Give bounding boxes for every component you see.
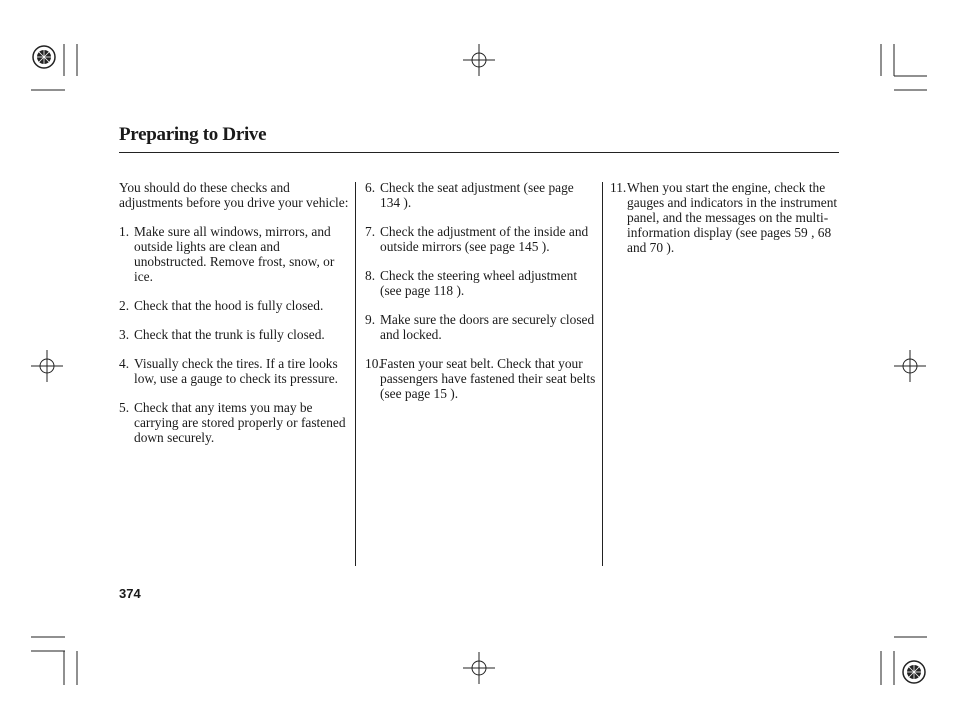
registration-target-icon (903, 661, 925, 683)
item-number: 7. (365, 224, 376, 239)
page-number: 374 (119, 586, 141, 601)
item-text: Fasten your seat belt. Check that your passengers have fastened their seat belts (see page 15 ). (380, 356, 596, 401)
checklist-item (119, 356, 351, 386)
intro-paragraph: You should do these checks and adjustments before you drive your vehicle: (119, 180, 349, 210)
checklist-item (119, 327, 351, 342)
column-divider (355, 182, 356, 566)
registration-target-icon (33, 46, 55, 68)
item-number: 1. (119, 224, 130, 239)
item-text: Check the seat adjustment (see page 134 ). (380, 180, 574, 210)
item-text: When you start the engine, check the gauges and indicators in the instrument panel, and the messages on the multi-information display (see pages 59 , 68 and 70 ). (627, 180, 838, 255)
title-rule (119, 152, 839, 153)
checklist-item (365, 356, 597, 401)
item-text: Visually check the tires. If a tire looks low, use a gauge to check its pressure. (134, 356, 339, 386)
item-text: Check that the hood is fully closed. (134, 298, 324, 313)
checklist-item (119, 224, 351, 284)
item-number: 2. (119, 298, 130, 313)
item-number: 8. (365, 268, 376, 283)
checklist-item (365, 180, 597, 210)
item-text: Check that the trunk is fully closed. (134, 327, 325, 342)
column-2 (365, 180, 597, 415)
item-text: Make sure all windows, mirrors, and outside lights are clean and unobstructed. Remove frost, snow, or ice. (134, 224, 335, 284)
checklist-item (365, 268, 597, 298)
checklist-item (119, 298, 351, 313)
item-number: 5. (119, 400, 130, 415)
item-text: Check the adjustment of the inside and outside mirrors (see page 145 ). (380, 224, 589, 254)
page-title: Preparing to Drive (119, 124, 267, 145)
column-1 (119, 180, 351, 459)
item-number: 9. (365, 312, 376, 327)
item-text: Make sure the doors are securely closed and locked. (380, 312, 595, 342)
item-number: 11. (610, 180, 627, 195)
item-number: 10. (365, 356, 382, 371)
checklist-item (610, 180, 842, 255)
checklist-item (119, 400, 351, 445)
item-text: Check the steering wheel adjustment (see page 118 ). (380, 268, 578, 298)
checklist-item (365, 224, 597, 254)
item-number: 6. (365, 180, 376, 195)
column-3 (610, 180, 842, 269)
item-text: Check that any items you may be carrying are stored properly or fastened down securely. (134, 400, 346, 445)
item-number: 4. (119, 356, 130, 371)
checklist-item (365, 312, 597, 342)
item-number: 3. (119, 327, 130, 342)
column-divider (602, 182, 603, 566)
